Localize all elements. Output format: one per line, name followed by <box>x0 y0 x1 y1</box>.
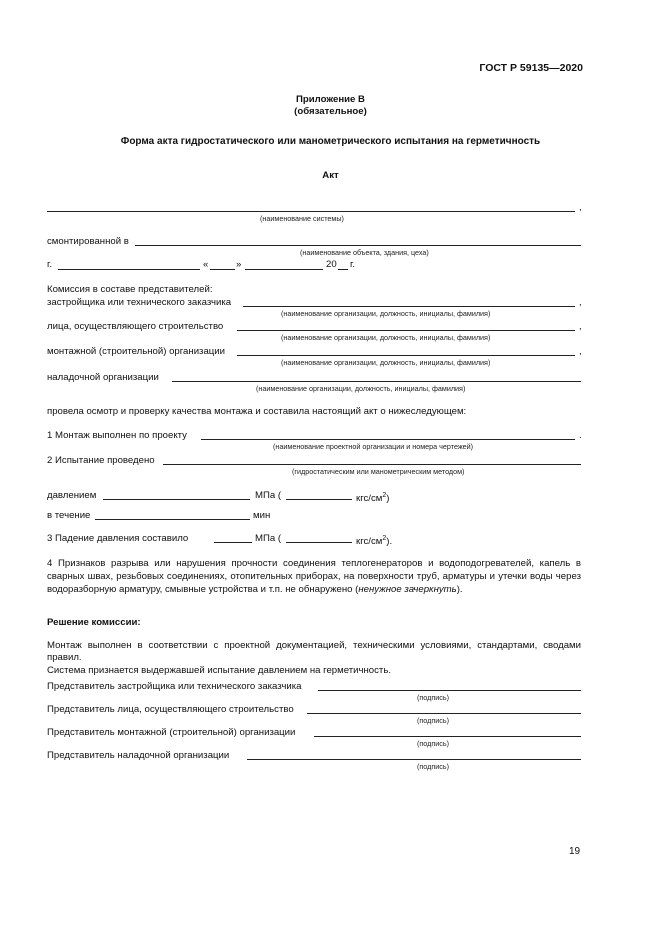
signature-caption: (подпись) <box>417 693 449 702</box>
commission-intro: Комиссия в составе представителей: <box>47 284 213 295</box>
customer-label: застройщика или технического заказчика <box>47 297 232 308</box>
pressure-label: давлением <box>47 490 97 501</box>
comma: , <box>579 202 582 213</box>
city-prefix: г. <box>47 259 52 270</box>
installer-label: монтажной (строительной) организации <box>47 346 225 357</box>
duration-label: в течение <box>47 510 91 521</box>
year-line[interactable] <box>338 269 348 270</box>
object-name-line[interactable] <box>135 245 581 246</box>
page-number: 19 <box>569 846 581 857</box>
system-name-line[interactable] <box>47 211 575 212</box>
kgf-unit-text: кгс/см <box>356 536 383 548</box>
item4-paragraph <box>47 557 581 596</box>
installer-caption: (наименование организации, должность, инициалы, фамилия) <box>281 358 491 367</box>
pressure-kgf-line[interactable] <box>286 499 352 500</box>
pressure-drop-line[interactable] <box>214 542 252 543</box>
quote-close: » <box>236 259 242 270</box>
standard-number: ГОСТ Р 59135—2020 <box>479 62 583 74</box>
form-title: Форма акта гидростатического или манометрического испытания на герметичность <box>120 136 541 147</box>
item4-text: 4 Признаков разрыва или нарушения прочности соединения теплогенераторов и водоподогревателей, капель в сварных швах, резьбовых соединениях, отопительных приборах, на поверхности труб, арматуры и утечки воды через водоразборную арматуру, смывные устройства и т.п. не обнаружено ( <box>47 558 581 595</box>
comma: , <box>579 297 582 308</box>
method-caption: (гидростатическим или манометрическим методом) <box>292 467 465 476</box>
mounted-label: смонтированной в <box>47 236 129 247</box>
system-caption: (наименование системы) <box>260 214 344 223</box>
item3-label: 3 Падение давления составило <box>47 533 189 544</box>
mpa-label: МПа ( <box>255 490 282 501</box>
project-line[interactable] <box>201 439 575 440</box>
item1-label: 1 Монтаж выполнен по проекту <box>47 430 187 441</box>
act-title: Акт <box>322 170 339 181</box>
installer-line[interactable] <box>237 355 575 356</box>
signature-caption: (подпись) <box>417 739 449 748</box>
decision-title: Решение комиссии: <box>47 617 141 628</box>
signature-caption: (подпись) <box>417 716 449 725</box>
signature-line-customer[interactable] <box>318 690 581 691</box>
signature-line-builder[interactable] <box>307 713 581 714</box>
kgf-unit-sup: 2 <box>382 492 387 499</box>
city-line[interactable] <box>58 269 200 270</box>
kgf-unit <box>356 533 392 548</box>
commissioning-caption: (наименование организации, должность, инициалы, фамилия) <box>256 384 466 393</box>
period: . <box>579 430 582 441</box>
duration-line[interactable] <box>95 519 250 520</box>
builder-caption: (наименование организации, должность, инициалы, фамилия) <box>281 333 491 342</box>
signature-line-installer[interactable] <box>314 736 581 737</box>
signature-caption: (подпись) <box>417 762 449 771</box>
quote-open: « <box>203 259 209 270</box>
object-caption: (наименование объекта, здания, цеха) <box>300 248 429 257</box>
signature-label-commissioning: Представитель наладочной организации <box>47 750 230 761</box>
month-line[interactable] <box>245 269 323 270</box>
commissioning-line[interactable] <box>172 381 581 382</box>
customer-caption: (наименование организации, должность, инициалы, фамилия) <box>281 309 491 318</box>
customer-line[interactable] <box>243 306 575 307</box>
drop-kgf-line[interactable] <box>286 542 352 543</box>
signature-label-installer: Представитель монтажной (строительной) организации <box>47 727 296 738</box>
decision-text1: Монтаж выполнен в соответствии с проектной документацией, техническими условиями, стандартами, сводами правил. <box>47 640 581 663</box>
method-line[interactable] <box>163 464 581 465</box>
signature-label-builder: Представитель лица, осуществляющего строительство <box>47 704 294 715</box>
project-caption: (наименование проектной организации и номера чертежей) <box>273 442 474 451</box>
kgf-unit-text: кгс/см <box>356 493 383 505</box>
signature-label-customer: Представитель застройщика или технического заказчика <box>47 681 302 692</box>
builder-line[interactable] <box>237 330 575 331</box>
close-paren-dot: ). <box>386 536 393 548</box>
builder-label: лица, осуществляющего строительство <box>47 321 224 332</box>
item2-label: 2 Испытание проведено <box>47 455 155 466</box>
year-prefix: 20 <box>326 259 337 270</box>
comma: , <box>579 346 582 357</box>
day-line[interactable] <box>210 269 235 270</box>
appendix-title: Приложение В <box>296 94 365 105</box>
year-suffix: г. <box>350 259 355 270</box>
signature-line-commissioning[interactable] <box>247 759 581 760</box>
kgf-unit-sup: 2 <box>382 535 387 542</box>
pressure-line[interactable] <box>103 499 250 500</box>
commissioning-label: наладочной организации <box>47 372 159 383</box>
close-paren: ) <box>386 493 390 505</box>
item4-tail: ). <box>456 584 463 595</box>
inspection-text: провела осмотр и проверку качества монтажа и составила настоящий акт о нижеследующем: <box>47 406 467 417</box>
item4-italic: ненужное зачеркнуть <box>358 584 457 595</box>
appendix-status: (обязательное) <box>294 106 367 117</box>
minutes-label: мин <box>253 510 271 521</box>
decision-text2: Система признается выдержавшей испытание давлением на герметичность. <box>47 665 391 676</box>
mpa-label: МПа ( <box>255 533 282 544</box>
comma: , <box>579 321 582 332</box>
kgf-unit <box>356 490 389 505</box>
